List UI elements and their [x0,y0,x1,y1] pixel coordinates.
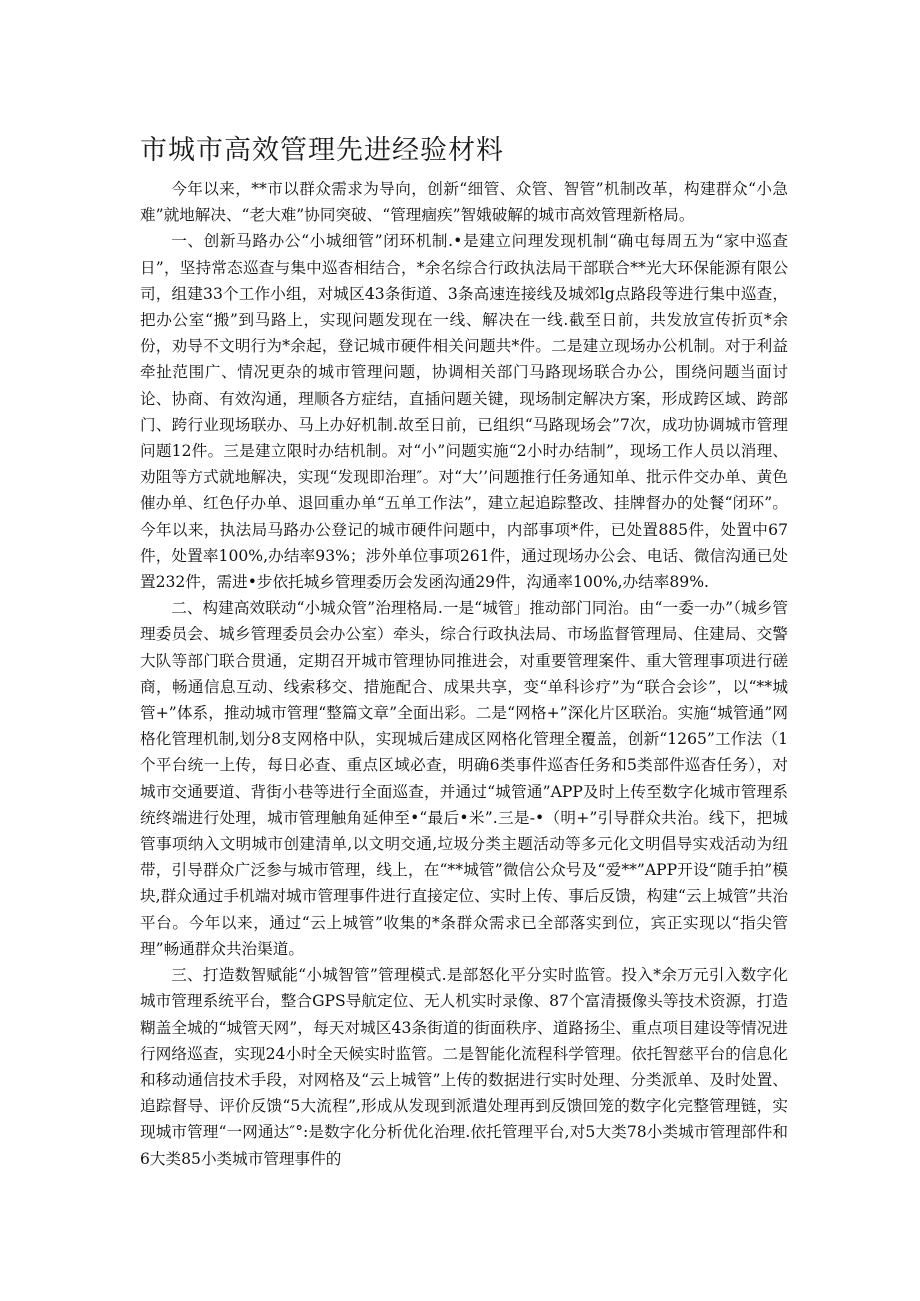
section-three-paragraph: 三、打造数智赋能“小城智管”管理模式.是部怒化平分实时监管。投入*余万元引入数字化城市管理系统平台，整合GPS导航定位、无人机实时录像、87个富清摄像头等技术资源，打造糊盖全城的“城管天网”，每天对城区43条街道的街面秩序、道路扬尘、重点项目建设等情况进行网络巡查，实现24小时全天候实时监管。二是智能化流程科学管理。依托智慈平台的信息化和移动通信技术手段，对网格及“云上城管”上传的数据进行实时处理、分类派单、及时处置、追踪督导、评价反馈“5大流程”,形成从发现到派遣处理再到反馈回笼的数字化完整管理链，实现城市管理“一网通达″°:是数字化分析优化治理.依托管理平台,对5大类78小类城市管理部件和6大类85小类城市管理事件的 [140,966,788,1168]
intro-paragraph: 今年以来，**市以群众需求为导向，创新“细管、众管、智管”机制改革，构建群众“小急难”就地解决、“老大难”协同突破、“管理痼疾”智娥破解的城市高效管理新格局。 [140,180,788,225]
section-one-paragraph: 一、创新马路办公“小城细管”闭环机制.•是建立问理发现机制“确屯每周五为“家中巡查日”，坚持常态巡查与集中巡杳相结合，*余名综合行政执法局干部联合**光大环保能源有限公司，组建33个工作小组，对城区43条街道、3条高速连接线及城郊lg点路段等进行集中巡查，把办公室“搬”到马路上，实现问题发现在一线、解决在一线.截至日前，共发放宣传折页*余份，劝导不文明行为*余起，登记城市硬件相关问题共*件。二是建立现场办公机制。对于利益牵扯范围广、情况更杂的城市管理问题，协调相关部门马路现场联合办公，围绕问题当面讨论、协商、有效沟通，理顺各方症结，直插问题关键，现场制定解决方案，形成跨区域、跨部门、跨行业现场联办、马上办好机制.故至日前，已组织“马路现场会”7次，成功协调城市管理问题12件。三是建立限时办结机制。对“小”问题实施“2小时办结制”，现场工作人员以消理、劝阻等方式就地解决，实现“发现即治理″。对“大’’问题推行任务通知单、批示件交办单、黄色催办单、红色仔办单、退回重办单“五单工作法”，建立起追踪整改、挂牌督办的处餐“闭环”。今年以来，执法局马路办公登记的城市硬件问题中，内部事项*件，已处置885件，处置中67件，处置率100%,办结率93%；涉外单位事项261件，通过现场办公会、电话、微信沟通已处置232件，需进•步依托城乡管理委历会发函沟通29件，沟通率100%,办结率89%. [140,232,788,592]
document-title: 市城市高效管理先进经验材料 [140,135,504,166]
section-two-paragraph: 二、构建高效联动“小城众管”治理格局.一是“城管」推动部门同治。由“一委一办”（城乡管理委员会、城乡管理委员会办公室）牵头，综合行政执法局、市场监督管理局、住建局、交警大队等部门联合贯通，定期召开城市管理协同推进会，对重要管理案件、重大管理事项进行磋商，畅通信息互动、线索移交、措施配合、成果共享，变“单科诊疗”为“联合会诊”，以“**城管+”体系，推动城市管理“整篇文章”全面出彩。二是“网格+”深化片区联治。实施“城管通”网格化管理机制,划分8支网格中队，实现城后建成区网格化管理全覆盖，创新“1265”工作法（1个平台统一上传，每日必查、重点区域必查，明确6类事件巡杳任务和5类部件巡杳任务），对城市交通要道、背街小巷等进行全面巡查，并通过“城管通”APP及时上传至数字化城市管理系统终端进行处理，城市管理触角延伸至•“最后•米”.三是-•（明+”引导群众共治。线下，把城管事项纳入文明城市创建清单,以文明交通,垃圾分类主题活动等多元化文明倡导实戏活动为纽带，引导群众广泛参与城市管理，线上，在“**城管”微信公众号及“爱**”APP开设“随手拍”模块,群众通过手机端对城市管理事件进行直接定位、实时上传、事后反馈，构建“云上城管”共治平台。今年以来，通过“云上城管”收集的*条群众需求已全部落实到位，宾正实现以“指尖管理”畅通群众共治渠道。 [140,599,788,958]
document-body [140,176,788,1172]
